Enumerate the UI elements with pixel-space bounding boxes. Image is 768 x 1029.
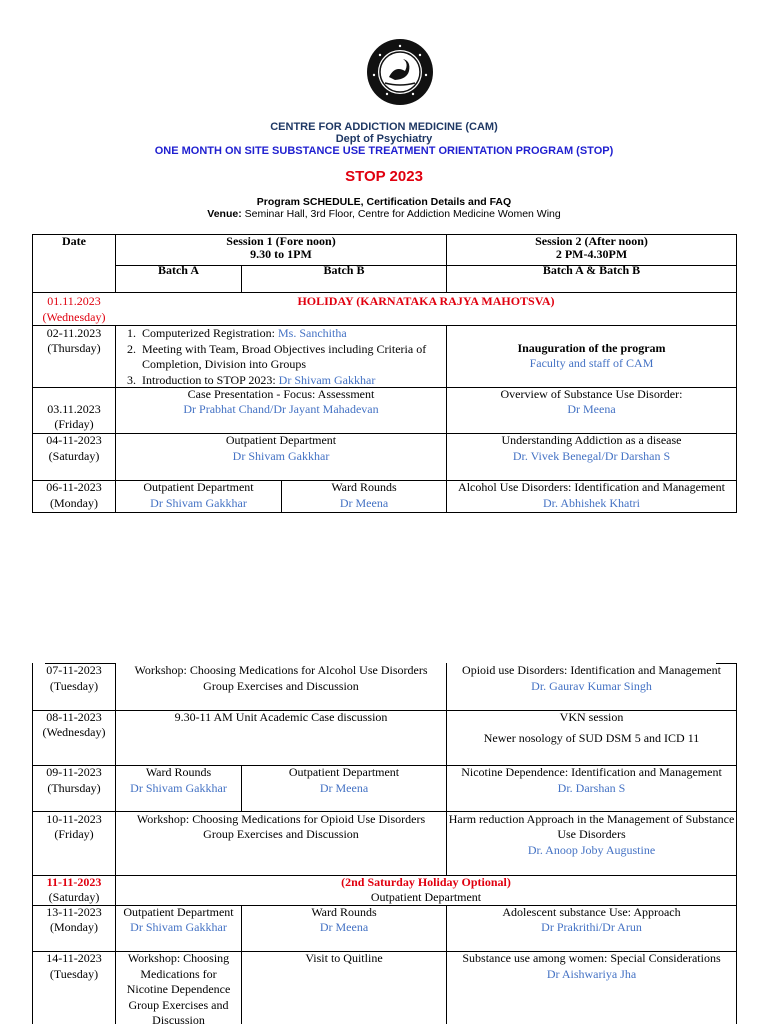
session-title: VKN session [559,710,624,724]
list-item-continued: Completion, Division into Groups [142,357,307,371]
session-subtitle: Newer nosology of SUD DSM 5 and ICD 11 [483,731,700,745]
session-title: Outpatient Department [123,905,234,919]
row-date: 13-11-2023 [46,905,102,919]
person-name: Dr Prabhat Chand/Dr Jayant Mahadevan [183,402,379,416]
person-name: Dr Meena [339,496,389,510]
session-title: Workshop: Choosing Medications for Alcohol Use Disorders [134,663,428,677]
col-header-batch-a: Batch A [157,263,199,277]
session-title: Workshop: Choosing Medications for Nicotine Dependence Group Exercises and Discussion [126,951,231,1027]
session-title: Outpatient Department [370,890,482,904]
list-item: 2. Meeting with Team, Broad Objectives including Criteria of [127,341,427,356]
person-name: Dr. Anoop Joby Augustine [527,843,656,857]
row-day: (Friday) [54,827,94,841]
row-date: 09-11-2023 [46,765,102,779]
row-date: 11-11-2023 [46,875,102,889]
row-day: (Saturday) [48,890,100,904]
row-date: 14-11-2023 [46,951,102,965]
activity-list [118,326,444,388]
row-day: (Friday) [54,417,94,431]
person-name: Dr Meena [567,402,616,416]
session-title: Opioid use Disorders: Identification and Management [462,663,721,677]
col-header-batch-ab: Batch A & Batch B [542,263,641,277]
session-title: Substance use among women: Special Considerations [462,951,721,965]
row-day: (Monday) [50,920,98,934]
person-name: Dr Shivam Gakkhar [130,920,227,934]
venue-line [0,208,768,220]
person-name: Ms. Sanchitha [277,326,347,340]
program-name: ONE MONTH ON SITE SUBSTANCE USE TREATMENT ORIENTATION PROGRAM (STOP) [154,145,614,157]
row-date: 10-11-2023 [46,812,102,826]
session2-time: 2 PM-4.30PM [555,247,628,261]
session-title: Adolescent substance Use: Approach [502,905,681,919]
row-date: 06-11-2023 [46,480,102,494]
session-title: Outpatient Department [288,765,400,779]
person-name: Dr Shivam Gakkhar [150,496,247,510]
col-header-date: Date [62,234,86,248]
session-title: Visit to Quitline [305,951,383,965]
session-title: Harm reduction Approach in the Management of Substance [448,812,735,826]
person-name: Dr. Abhishek Khatri [543,496,640,510]
row-day: (Monday) [50,496,98,510]
session-title: Alcohol Use Disorders: Identification and Management [458,480,725,494]
session-title: Ward Rounds [311,905,377,919]
page-title: STOP 2023 [345,168,423,185]
session-title: Case Presentation - Focus: Assessment [187,387,375,401]
session-title: Ward Rounds [331,480,397,494]
row-day: (Thursday) [47,341,101,355]
col-header-batch-b: Batch B [323,263,365,277]
venue-text: Seminar Hall, 3rd Floor, Centre for Addiction Medicine Women Wing [241,208,561,220]
row-date: 08-11-2023 [46,710,102,724]
row-date: 07-11-2023 [46,663,102,677]
session-title: Overview of Substance Use Disorder: [500,387,683,401]
person-name: Dr Shivam Gakkhar [130,781,227,795]
col-header-session1: Session 1 (Fore noon) [226,234,336,248]
list-item: 3. Introduction to STOP 2023: Dr Shivam Gakkhar [127,372,376,387]
col-header-session2: Session 2 (After noon) [535,234,648,248]
session-subtitle: Group Exercises and Discussion [203,679,359,693]
person-name: Faculty and staff of CAM [529,356,654,370]
list-item: 1. Computerized Registration: Ms. Sanchitha [127,326,347,340]
person-name: Dr. Gaurav Kumar Singh [531,679,652,693]
row-date: 04-11-2023 [46,433,102,447]
person-name: Dr. Vivek Benegal/Dr Darshan S [512,449,671,463]
session1-time: 9.30 to 1PM [250,247,312,261]
session-title-continued: Use Disorders [557,827,626,841]
row-day: (Tuesday) [49,679,99,693]
person-name: Dr Meena [319,781,369,795]
row-day: (Wednesday) [42,310,106,324]
person-name: Dr. Darshan S [557,781,626,795]
session-title: Nicotine Dependence: Identification and Management [461,765,722,779]
institute-seal-emblem [365,37,435,107]
dept-name: Dept of Psychiatry [335,133,433,145]
row-date: 01.11.2023 [47,294,101,308]
person-name: Dr Prakrithi/Dr Arun [541,920,642,934]
institute-logo [365,37,435,107]
person-name: Dr Shivam Gakkhar [232,449,330,463]
session-title: 9.30-11 AM Unit Academic Case discussion [174,710,388,724]
venue-label: Venue: [207,208,242,220]
session-title: Outpatient Department [225,433,337,447]
session-title: Outpatient Department [143,480,254,494]
session-subtitle: Group Exercises and Discussion [203,827,359,841]
row-date: 02-11.2023 [46,326,102,340]
session-title: Understanding Addiction as a disease [501,433,682,447]
session-title: Inauguration of the program [517,341,666,355]
row-day: (Thursday) [47,781,101,795]
person-name: Dr Aishwariya Jha [546,967,637,981]
session-title: Workshop: Choosing Medications for Opioid Use Disorders [136,812,426,826]
subtitle: Program SCHEDULE, Certification Details and FAQ [256,196,512,208]
row-date: 03.11.2023 [47,402,101,416]
person-name: Dr Shivam Gakkhar [278,372,376,387]
row-day: (Saturday) [48,449,100,463]
person-name: Dr Meena [319,920,369,934]
holiday-label: HOLIDAY (KARNATAKA RAJYA MAHOTSVA) [297,294,555,308]
holiday-label: (2nd Saturday Holiday Optional) [341,875,511,889]
org-name: CENTRE FOR ADDICTION MEDICINE (CAM) [270,121,498,133]
row-day: (Wednesday) [42,725,106,739]
row-day: (Tuesday) [49,967,99,981]
session-title: Ward Rounds [145,765,212,779]
